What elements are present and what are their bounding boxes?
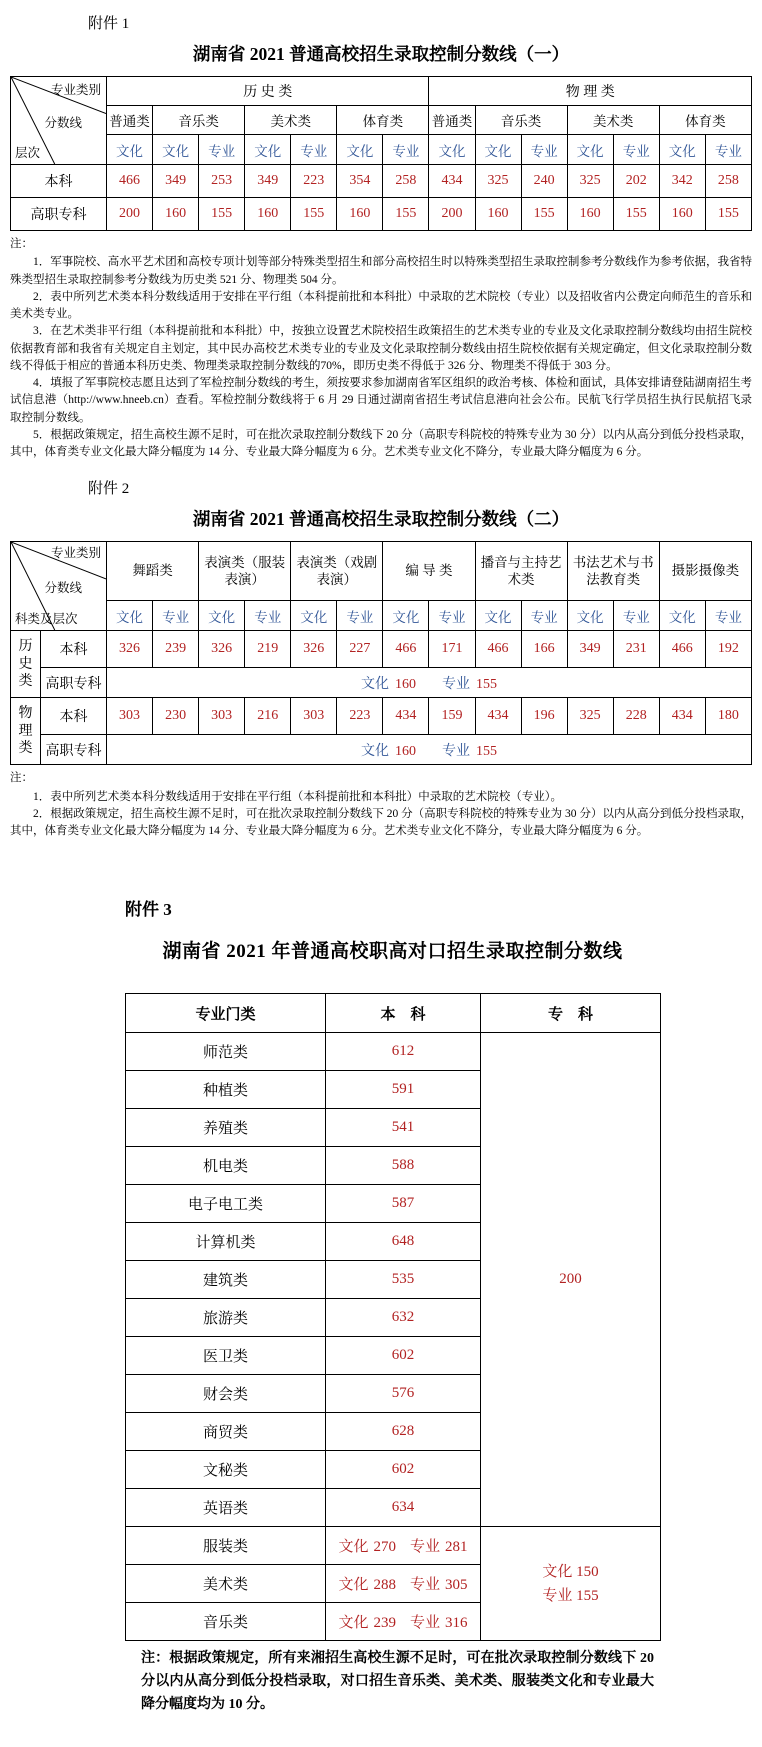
culture-label: 文化 bbox=[361, 743, 389, 759]
table3-note: 注：根据政策规定，所有来湘招生高校生源不足时，可在批次录取控制分数线下 20 分以内从高分到低分投档录取，对口招生音乐类、美术类、服装类文化和专业最大降分幅度均为 10 分。 bbox=[141, 1651, 654, 1713]
benke-score-cell bbox=[326, 1527, 481, 1565]
score-cell: 466 bbox=[107, 165, 153, 198]
score-cell: 196 bbox=[521, 698, 567, 735]
table1-title: 湖南省 2021 普通高校招生录取控制分数线（一） bbox=[192, 44, 570, 64]
score-cell: 349 bbox=[245, 165, 291, 198]
category-cell: 电子电工类 bbox=[126, 1185, 326, 1223]
category-cell: 音乐类 bbox=[126, 1603, 326, 1641]
category-cell: 计算机类 bbox=[126, 1223, 326, 1261]
score-cell: 326 bbox=[107, 631, 153, 668]
score-cell: 155 bbox=[521, 198, 567, 231]
subject-header: 专业 bbox=[153, 601, 199, 631]
subject-header: 专业 bbox=[429, 601, 475, 631]
score-cell: 155 bbox=[613, 198, 659, 231]
score-cell: 200 bbox=[107, 198, 153, 231]
score-cell: 160 bbox=[245, 198, 291, 231]
subject-header: 文化 bbox=[659, 601, 705, 631]
subject-header: 文化 bbox=[475, 135, 521, 165]
major-score: 316 bbox=[445, 1615, 468, 1632]
category-header: 编 导 类 bbox=[383, 542, 475, 601]
category-cell: 养殖类 bbox=[126, 1109, 326, 1147]
score-cell: 466 bbox=[383, 631, 429, 668]
score-cell: 171 bbox=[429, 631, 475, 668]
score-cell: 303 bbox=[291, 698, 337, 735]
group-header: 物 理 类 bbox=[429, 77, 752, 106]
major-score: 305 bbox=[445, 1577, 468, 1594]
table2-title: 湖南省 2021 普通高校招生录取控制分数线（二） bbox=[192, 509, 570, 530]
corner-label-top: 专业类别 bbox=[50, 83, 101, 97]
score-cell: 349 bbox=[567, 631, 613, 668]
benke-score-cell bbox=[326, 1565, 481, 1603]
category-cell: 财会类 bbox=[126, 1375, 326, 1413]
attachment1-label: 附件 1 bbox=[88, 16, 130, 32]
table-row bbox=[11, 165, 752, 198]
score-cell: 160 bbox=[337, 198, 383, 231]
subject-header: 专业 bbox=[613, 135, 659, 165]
subject-header: 文化 bbox=[567, 601, 613, 631]
score-cell: 354 bbox=[337, 165, 383, 198]
score-cell: 160 bbox=[153, 198, 199, 231]
major-score: 281 bbox=[445, 1539, 468, 1556]
score-cell: 303 bbox=[199, 698, 245, 735]
group-header: 历 史 类 bbox=[107, 77, 429, 106]
score-cell: 239 bbox=[153, 631, 199, 668]
zhuanke-merged-cell bbox=[481, 1527, 661, 1641]
column-header: 本 科 bbox=[326, 994, 481, 1033]
subject-header: 文化 bbox=[567, 135, 613, 165]
category-header: 音乐类 bbox=[153, 106, 245, 135]
score-cell: 326 bbox=[199, 631, 245, 668]
subject-header: 专业 bbox=[705, 601, 751, 631]
score-cell: 155 bbox=[705, 198, 751, 231]
note-item: 5．根据政策规定，招生高校生源不足时，可在批次录取控制分数线下 20 分（高职专科院校的特殊专业为 30 分）以内从高分到低分投档录取，其中，体育类专业文化最大降分幅度为 14 分、专业最大降分幅度为 6 分。艺术类专业文化不降分，专业最大降分幅度为 6 分。 bbox=[10, 428, 752, 458]
score-cell: 325 bbox=[475, 165, 521, 198]
subject-header: 专业 bbox=[291, 135, 337, 165]
merged-score-cell bbox=[107, 735, 752, 765]
benke-score-cell: 576 bbox=[326, 1375, 481, 1413]
corner-label-middle: 分数线 bbox=[44, 116, 83, 131]
subject-header: 文化 bbox=[199, 601, 245, 631]
category-cell: 文秘类 bbox=[126, 1451, 326, 1489]
category-cell: 医卫类 bbox=[126, 1337, 326, 1375]
score-table-3 bbox=[125, 993, 661, 1641]
notes-label: 注： bbox=[10, 238, 33, 250]
score-cell: 216 bbox=[245, 698, 291, 735]
benke-score-cell: 602 bbox=[326, 1451, 481, 1489]
table1-note-list bbox=[10, 254, 752, 461]
category-cell: 服装类 bbox=[126, 1527, 326, 1565]
category-header: 书法艺术与书法教育类 bbox=[567, 542, 659, 601]
score-cell: 166 bbox=[521, 631, 567, 668]
score-cell: 159 bbox=[429, 698, 475, 735]
category-header: 摄影摄像类 bbox=[659, 542, 751, 601]
level-label: 本科 bbox=[41, 698, 107, 735]
subject-header: 文化 bbox=[153, 135, 199, 165]
subject-header: 专业 bbox=[337, 601, 383, 631]
table1-notes bbox=[10, 236, 752, 461]
corner-label-middle: 分数线 bbox=[44, 580, 83, 595]
score-cell: 434 bbox=[659, 698, 705, 735]
level-label: 本科 bbox=[41, 631, 107, 668]
benke-score-cell: 634 bbox=[326, 1489, 481, 1527]
score-cell: 155 bbox=[383, 198, 429, 231]
note-item: 4．填报了军事院校志愿且达到了军检控制分数线的考生，须按要求参加湖南省军区组织的政治考核、体检和面试，具体安排请登陆湖南招生考试信息港（http://www.hneeb.cn）查看。军检控制分数线将于 6 月 29 日通过湖南省招生考试信息港向社会公布。民航飞行学员招生执行民航招飞录取控制分数线。 bbox=[10, 377, 752, 424]
score-cell: 192 bbox=[705, 631, 751, 668]
benke-score-cell: 588 bbox=[326, 1147, 481, 1185]
major-score: 155 bbox=[476, 676, 497, 692]
score-cell: 240 bbox=[521, 165, 567, 198]
culture-label: 文化 bbox=[338, 1539, 369, 1556]
subject-header: 文化 bbox=[291, 601, 337, 631]
table2-notes bbox=[10, 770, 752, 840]
score-cell: 155 bbox=[291, 198, 337, 231]
subject-header: 专业 bbox=[383, 135, 429, 165]
category-cell: 建筑类 bbox=[126, 1261, 326, 1299]
category-header: 播音与主持艺术类 bbox=[475, 542, 567, 601]
score-cell: 219 bbox=[245, 631, 291, 668]
culture-score: 160 bbox=[395, 676, 416, 692]
score-cell: 160 bbox=[475, 198, 521, 231]
table-row bbox=[11, 698, 752, 735]
note-item: 3．在艺术类非平行组（本科提前批和本科批）中，按独立设置艺术院校招生政策招生的艺术类专业的专业及文化录取控制分数线均由招生院校依据教育部和我省有关规定自主划定，其中民办高校艺术类专业的专业及文化录取控制分数线由招生院校依据有关规定确定，但文化录取控制分数线不得低于相应的普通本科历史类、物理类录取控制分数线的70%，即历史类不得低于 326 分、物理类不得低于 303 分。 bbox=[10, 325, 752, 372]
score-cell: 202 bbox=[613, 165, 659, 198]
class-label: 物理类 bbox=[11, 698, 41, 765]
score-cell: 200 bbox=[429, 198, 475, 231]
subject-header: 专业 bbox=[705, 135, 751, 165]
score-cell: 227 bbox=[337, 631, 383, 668]
culture-label: 文化 bbox=[338, 1577, 369, 1594]
attachment2-label: 附件 2 bbox=[88, 481, 130, 498]
score-cell: 325 bbox=[567, 698, 613, 735]
benke-score-cell: 587 bbox=[326, 1185, 481, 1223]
corner-label-bottom: 科类及层次 bbox=[15, 612, 78, 626]
note-item: 1．表中所列艺术类本科分数线适用于安排在平行组（本科提前批和本科批）中录取的艺术院校（专业）。 bbox=[33, 790, 562, 803]
table-row bbox=[126, 1527, 661, 1565]
benke-score-cell bbox=[326, 1603, 481, 1641]
score-cell: 155 bbox=[199, 198, 245, 231]
level-label: 本科 bbox=[11, 165, 107, 198]
score-cell: 434 bbox=[429, 165, 475, 198]
subject-header: 专业 bbox=[199, 135, 245, 165]
score-cell: 223 bbox=[291, 165, 337, 198]
table1-corner-header bbox=[11, 77, 107, 165]
notes-label: 注： bbox=[10, 772, 33, 785]
category-cell: 英语类 bbox=[126, 1489, 326, 1527]
note-item: 2．根据政策规定，招生高校生源不足时，可在批次录取控制分数线下 20 分（高职专科院校的特殊专业为 30 分）以内从高分到低分投档录取，其中，体育类专业文化最大降分幅度为 14 分、专业最大降分幅度为 6 分。艺术类专业文化不降分，专业最大降分幅度为 6 分。 bbox=[10, 807, 752, 837]
subject-header: 专业 bbox=[521, 135, 567, 165]
category-header: 舞蹈类 bbox=[107, 542, 199, 601]
column-header: 专 科 bbox=[481, 994, 661, 1033]
subject-header: 文化 bbox=[245, 135, 291, 165]
category-cell: 美术类 bbox=[126, 1565, 326, 1603]
category-header: 普通类 bbox=[107, 106, 153, 135]
category-cell: 师范类 bbox=[126, 1033, 326, 1071]
subject-header: 文化 bbox=[659, 135, 705, 165]
subject-header: 文化 bbox=[475, 601, 521, 631]
benke-score-cell: 602 bbox=[326, 1337, 481, 1375]
score-table-2 bbox=[10, 541, 752, 765]
merged-score-cell bbox=[107, 668, 752, 698]
category-header: 音乐类 bbox=[475, 106, 567, 135]
category-cell: 商贸类 bbox=[126, 1413, 326, 1451]
score-cell: 466 bbox=[475, 631, 521, 668]
score-cell: 349 bbox=[153, 165, 199, 198]
major-label: 专业 bbox=[442, 743, 470, 759]
score-cell: 303 bbox=[107, 698, 153, 735]
zhuanke-culture-line: 文化 150 bbox=[542, 1563, 599, 1580]
category-cell: 机电类 bbox=[126, 1147, 326, 1185]
subject-header: 文化 bbox=[429, 135, 475, 165]
score-cell: 434 bbox=[475, 698, 521, 735]
class-label: 历史类 bbox=[11, 631, 41, 698]
category-header: 美术类 bbox=[245, 106, 337, 135]
table-row bbox=[11, 198, 752, 231]
table2-note-list bbox=[10, 789, 752, 841]
benke-score-cell: 541 bbox=[326, 1109, 481, 1147]
table-row bbox=[11, 631, 752, 668]
score-cell: 258 bbox=[383, 165, 429, 198]
score-cell: 160 bbox=[567, 198, 613, 231]
subject-header: 专业 bbox=[245, 601, 291, 631]
major-label: 专业 bbox=[410, 1539, 441, 1556]
score-cell: 258 bbox=[705, 165, 751, 198]
category-header: 体育类 bbox=[659, 106, 751, 135]
subject-header: 文化 bbox=[107, 601, 153, 631]
culture-label: 文化 bbox=[361, 676, 389, 692]
corner-label-bottom: 层次 bbox=[15, 146, 41, 160]
column-header: 专业门类 bbox=[126, 994, 326, 1033]
category-cell: 种植类 bbox=[126, 1071, 326, 1109]
benke-score-cell: 628 bbox=[326, 1413, 481, 1451]
category-header: 表演类（戏剧表演） bbox=[291, 542, 383, 601]
score-cell: 231 bbox=[613, 631, 659, 668]
score-cell: 326 bbox=[291, 631, 337, 668]
category-header: 美术类 bbox=[567, 106, 659, 135]
major-label: 专业 bbox=[442, 676, 470, 692]
score-cell: 434 bbox=[383, 698, 429, 735]
level-label: 高职专科 bbox=[11, 198, 107, 231]
subject-header: 专业 bbox=[613, 601, 659, 631]
score-cell: 180 bbox=[705, 698, 751, 735]
score-cell: 342 bbox=[659, 165, 705, 198]
note-item: 1．军事院校、高水平艺术团和高校专项计划等部分特殊类型招生和部分高校招生时以特殊类型招生录取控制参考分数线作为参考依据，我省特殊类型招生录取控制参考分数线为历史类 521 分、物理类 504 分。 bbox=[10, 256, 752, 286]
benke-score-cell: 591 bbox=[326, 1071, 481, 1109]
category-cell: 旅游类 bbox=[126, 1299, 326, 1337]
note-item: 2．表中所列艺术类本科分数线适用于安排在平行组（本科提前批和本科批）中录取的艺术院校（专业）以及招收省内公费定向师范生的音乐和美术类专业。 bbox=[10, 290, 752, 320]
table2-corner-header bbox=[11, 542, 107, 631]
score-cell: 228 bbox=[613, 698, 659, 735]
subject-header: 专业 bbox=[521, 601, 567, 631]
benke-score-cell: 648 bbox=[326, 1223, 481, 1261]
culture-label: 文化 bbox=[338, 1615, 369, 1632]
zhuanke-merged-cell: 200 bbox=[481, 1033, 661, 1527]
category-header: 体育类 bbox=[337, 106, 429, 135]
culture-score: 288 bbox=[373, 1577, 396, 1594]
culture-score: 270 bbox=[373, 1539, 396, 1556]
zhuanke-major-line: 专业 155 bbox=[542, 1587, 599, 1604]
section3 bbox=[125, 895, 660, 1716]
major-score: 155 bbox=[476, 743, 497, 759]
benke-score-cell: 535 bbox=[326, 1261, 481, 1299]
major-label: 专业 bbox=[410, 1577, 441, 1594]
subject-header: 文化 bbox=[107, 135, 153, 165]
table-row bbox=[11, 735, 752, 765]
subject-header: 文化 bbox=[337, 135, 383, 165]
attachment3-label: 附件 3 bbox=[125, 900, 172, 920]
major-label: 专业 bbox=[410, 1615, 441, 1632]
table3-title: 湖南省 2021 年普通高校职高对口招生录取控制分数线 bbox=[162, 941, 623, 963]
score-cell: 160 bbox=[659, 198, 705, 231]
score-cell: 325 bbox=[567, 165, 613, 198]
score-cell: 466 bbox=[659, 631, 705, 668]
level-label: 高职专科 bbox=[41, 735, 107, 765]
benke-score-cell: 632 bbox=[326, 1299, 481, 1337]
category-header: 普通类 bbox=[429, 106, 475, 135]
corner-label-top: 专业类别 bbox=[50, 546, 101, 561]
category-header: 表演类（服装表演） bbox=[199, 542, 291, 601]
culture-score: 160 bbox=[395, 743, 416, 759]
table-row bbox=[126, 1033, 661, 1071]
level-label: 高职专科 bbox=[41, 668, 107, 698]
score-cell: 230 bbox=[153, 698, 199, 735]
table-row bbox=[11, 668, 752, 698]
score-cell: 253 bbox=[199, 165, 245, 198]
score-cell: 223 bbox=[337, 698, 383, 735]
subject-header: 文化 bbox=[383, 601, 429, 631]
culture-score: 239 bbox=[373, 1615, 396, 1632]
score-table-1 bbox=[10, 76, 752, 231]
benke-score-cell: 612 bbox=[326, 1033, 481, 1071]
